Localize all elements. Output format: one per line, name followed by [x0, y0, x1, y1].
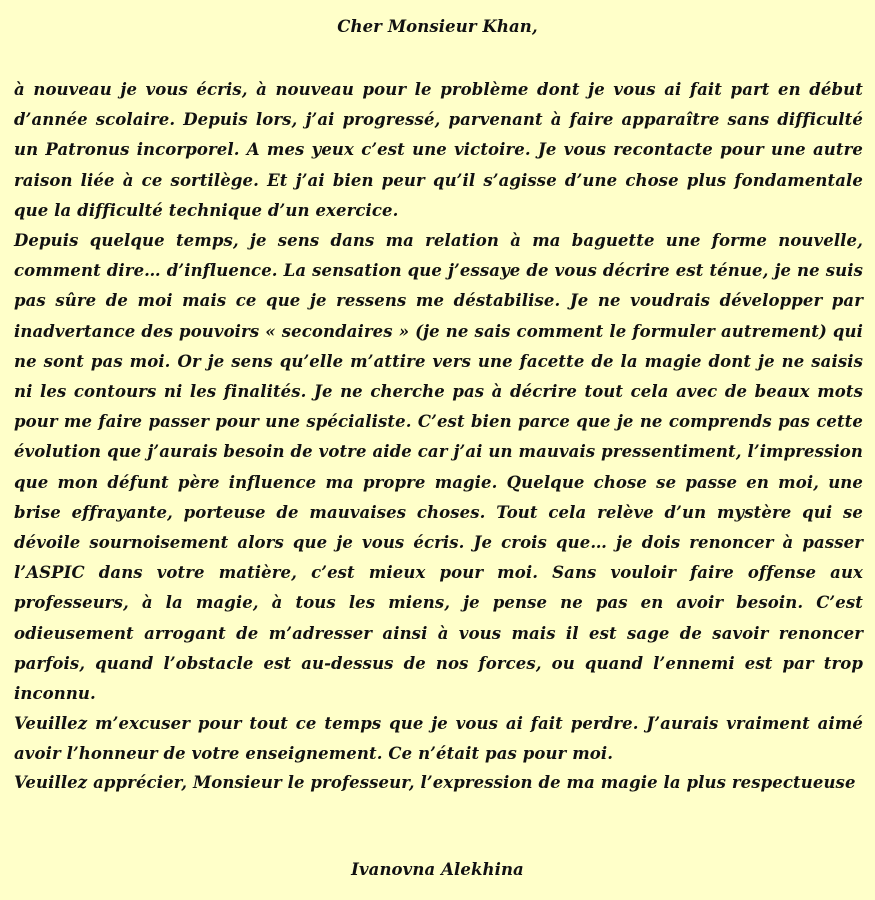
letter-closing: Veuillez apprécier, Monsieur le professeur, l’expression de ma magie la plus respectueuse [14, 773, 856, 792]
letter-paragraph-2: Depuis quelque temps, je sens dans ma relation à ma baguette une forme nouvelle, comment dire… d’influence. La sensation que j’essaye de vous décrire est ténue, je ne suis pas sûre de moi mais ce que je ressens me déstabilise. Je ne voudrais développer par inadvertance des pouvoirs « secondaires » (je ne sais comment le formuler autrement) qui ne sont pas moi. Or je sens qu’elle m’attire vers une facette de la magie dont je ne saisis ni les contours ni les finalités. Je ne cherche pas à décrire tout cela avec de beaux mots pour me faire passer pour une spécialiste. C’est bien parce que je ne comprends pas cette évolution que j’aurais besoin de votre aide car j’ai un mauvais pressentiment, l’impression que mon défunt père influence ma propre magie. Quelque chose se passe en moi, une brise effrayante, porteuse de mauvaises choses. Tout cela relève d’un mystère qui se dévoile sournoisement alors que je vous écris. Je crois que… je dois renoncer à passer l’ASPIC dans votre matière, c’est mieux pour moi. Sans vouloir faire offense aux professeurs, à la magie, à tous les miens, je pense ne pas en avoir besoin. C’est odieusement arrogant de m’adresser ainsi à vous mais il est sage de savoir renoncer parfois, quand l’obstacle est au-dessus de nos forces, ou quand l’ennemi est par trop inconnu. [14, 231, 863, 704]
letter-paragraph-1: à nouveau je vous écris, à nouveau pour le problème dont je vous ai fait part en début d’année scolaire. Depuis lors, j’ai progressé, parvenant à faire apparaître sans difficulté un Patronus incorporel. A mes yeux c’est une victoire. Je vous recontacte pour une autre raison liée à ce sortilège. Et j’ai bien peur qu’il s’agisse d’une chose plus fondamentale que la difficulté technique d’un exercice. [14, 80, 863, 220]
letter-salutation: Cher Monsieur Khan, [337, 17, 538, 36]
letter-paragraph-3: Veuillez m’excuser pour tout ce temps que je vous ai fait perdre. J’aurais vraiment aimé avoir l’honneur de votre enseignement. Ce n’était pas pour moi. [14, 714, 863, 764]
letter-body [14, 75, 863, 770]
letter-signature: Ivanovna Alekhina [351, 860, 524, 879]
